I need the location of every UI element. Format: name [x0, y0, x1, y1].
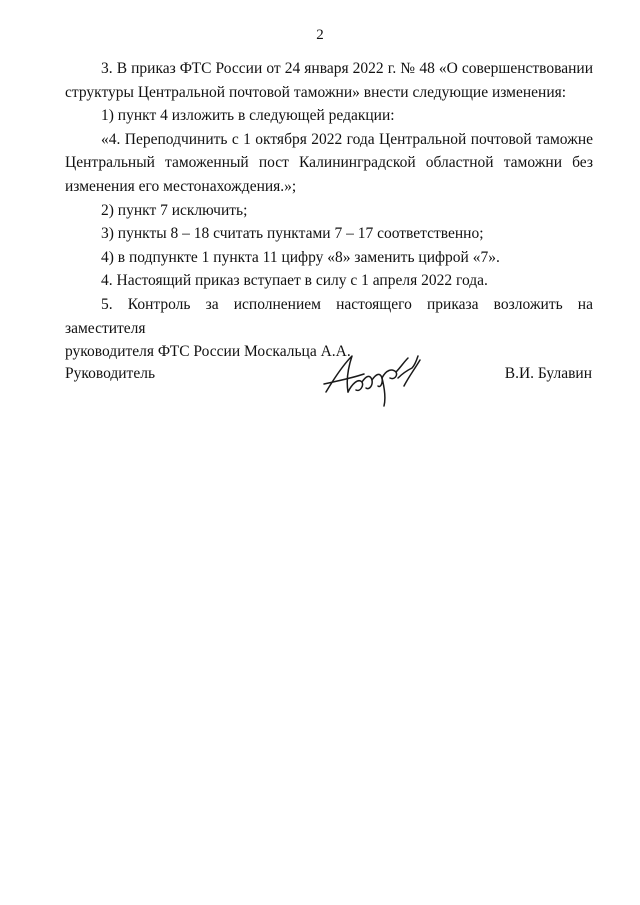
quoted-item-4-line-2: Центральный таможенный пост Калининградской областной таможни без	[65, 154, 593, 172]
subitem-1: 1) пункт 4 изложить в следующей редакции:	[101, 107, 395, 125]
handwritten-signature	[318, 348, 428, 408]
subitem-2: 2) пункт 7 исключить;	[101, 201, 248, 219]
paragraph-5-line-2: руководителя ФТС России Москальца А.А.	[65, 343, 351, 361]
paragraph-3-line-2: структуры Центральной почтовой таможни» внести следующие изменения:	[65, 83, 567, 101]
page-number: 2	[316, 27, 324, 43]
signatory-name: В.И. Булавин	[504, 365, 592, 382]
paragraph-4: 4. Настоящий приказ вступает в силу с 1 апреля 2022 года.	[101, 272, 488, 290]
document-body	[65, 57, 593, 364]
signatory-title: Руководитель	[65, 365, 156, 382]
subitem-4: 4) в подпункте 1 пункта 11 цифру «8» заменить цифрой «7».	[101, 248, 500, 266]
quoted-item-4-line-1: «4. Переподчинить с 1 октября 2022 года Центральной почтовой таможне	[101, 130, 593, 148]
signature-block	[0, 358, 640, 418]
paragraph-5-line-1: 5. Контроль за исполнением настоящего приказа возложить на заместителя	[65, 295, 593, 337]
quoted-item-4-line-3: изменения его местонахождения.»;	[65, 177, 297, 195]
paragraph-3-line-1: 3. В приказ ФТС России от 24 января 2022 г. № 48 «О совершенствовании	[101, 60, 593, 77]
subitem-3: 3) пункты 8 – 18 считать пунктами 7 – 17 соответственно;	[101, 225, 484, 243]
